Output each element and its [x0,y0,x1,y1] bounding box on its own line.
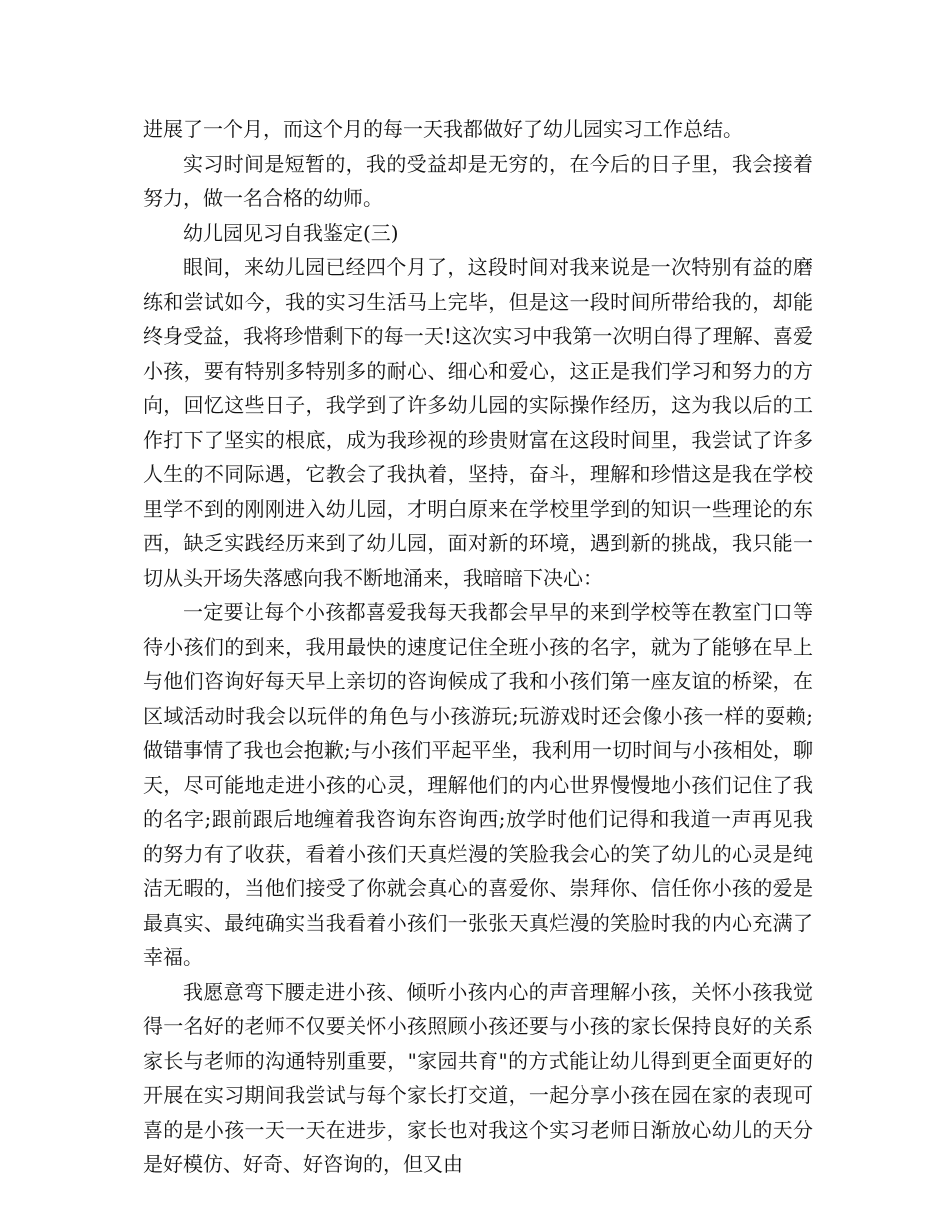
section-heading: 幼儿园见习自我鉴定(三) [183,220,399,245]
paragraph: 眼间，来幼儿园已经四个月了，这段时间对我来说是一次特别有益的磨练和尝试如今，我的实习生活马上完毕，但是这一段时间所带给我的，却能终身受益，我将珍惜剩下的每一天!这次实习中我第一次明白得了理解、喜爱小孩，要有特别多特别多的耐心、细心和爱心，这正是我们学习和努力的方向，回忆这些日子，我学到了许多幼儿园的实际操作经历，这为我以后的工作打下了坚实的根底，成为我珍视的珍贵财富在这段时间里，我尝试了许多人生的不同际遇，它教会了我执着，坚持，奋斗，理解和珍惜这是我在学校里学不到的刚刚进入幼儿园，才明白原来在学校里学到的知识一些理论的东西，缺乏实践经历来到了幼儿园，面对新的环境，遇到新的挑战，我只能一切从头开场失落感向我不断地涌来，我暗暗下决心： [143,255,813,590]
document-body [143,112,813,1182]
paragraph-closing: 实习时间是短暂的，我的受益却是无穷的，在今后的日子里，我会接着努力，做一名合格的幼师。 [143,151,813,210]
paragraph: 我愿意弯下腰走进小孩、倾听小孩内心的声音理解小孩，关怀小孩我觉得一名好的老师不仅要关怀小孩照顾小孩还要与小孩的家长保持良好的关系家长与老师的沟通特别重要，"家园共育"的方式能让幼儿得到更全面更好的开展在实习期间我尝试与每个家长打交道，一起分享小孩在园在家的表现可喜的是小孩一天一天在进步，家长也对我这个实习老师日渐放心幼儿的天分是好模仿、好奇、好咨询的，但又由 [143,979,813,1176]
paragraph-continuation: 进展了一个月，而这个月的每一天我都做好了幼儿园实习工作总结。 [143,117,743,141]
paragraph: 一定要让每个小孩都喜爱我每天我都会早早的来到学校等在教室门口等待小孩们的到来，我用最快的速度记住全班小孩的名字，就为了能够在早上与他们咨询好每天早上亲切的咨询候成了我和小孩们第一座友谊的桥梁，在区域活动时我会以玩伴的角色与小孩游玩;玩游戏时还会像小孩一样的耍赖;做错事情了我也会抱歉;与小孩们平起平坐，我利用一切时间与小孩相处，聊天，尽可能地走进小孩的心灵，理解他们的内心世界慢慢地小孩们记住了我的名字;跟前跟后地缠着我咨询东咨询西;放学时他们记得和我道一声再见我的努力有了收获，看着小孩们天真烂漫的笑脸我会心的笑了幼儿的心灵是纯洁无暇的，当他们接受了你就会真心的喜爱你、崇拜你、信任你小孩的爱是最真实、最纯确实当我看着小孩们一张张天真烂漫的笑脸时我的内心充满了幸福。 [143,600,813,969]
